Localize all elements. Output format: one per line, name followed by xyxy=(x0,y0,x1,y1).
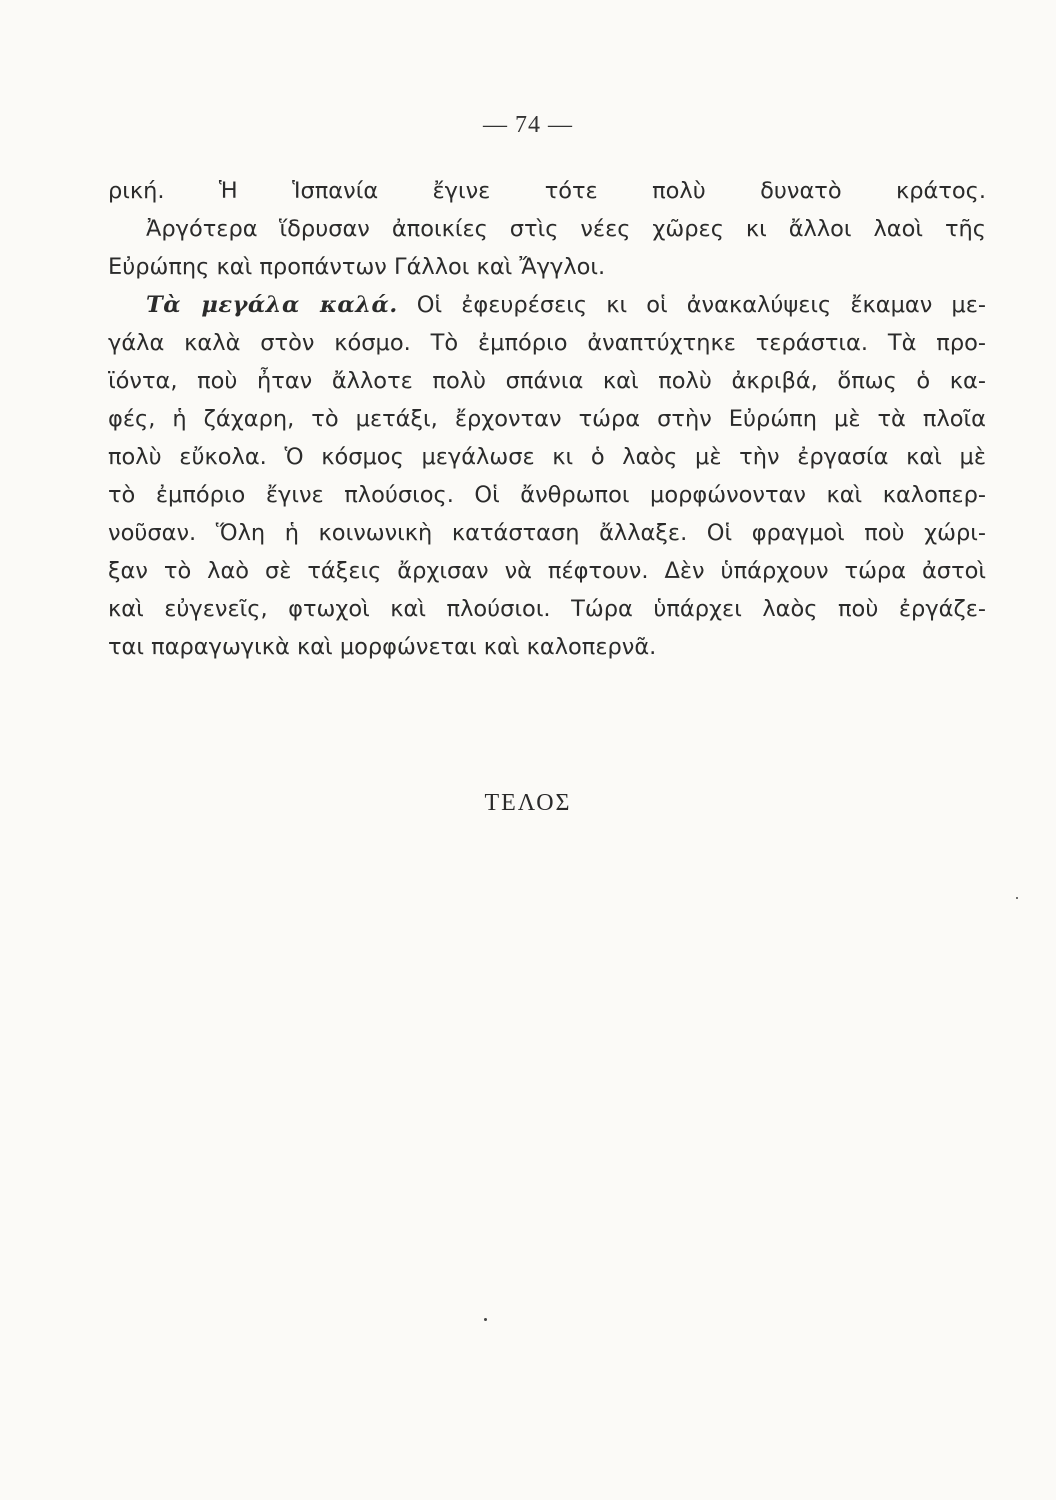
text-line-5: γάλα καλὰ στὸν κόσμο. Τὸ ἐμπόριο ἀναπτύχτηκε τεράστια. Τὰ προ- xyxy=(108,330,986,356)
text-line-8: πολὺ εὔκολα. Ὁ κόσμος μεγάλωσε κι ὁ λαὸς μὲ τὴν ἐργασία καὶ μὲ xyxy=(108,444,986,470)
text-line-4 xyxy=(108,286,986,324)
page-number: — 74 — xyxy=(483,112,573,138)
text-line-13: ται παραγωγικὰ καὶ μορφώνεται καὶ καλοπερνᾶ. xyxy=(108,634,657,660)
ink-speck xyxy=(484,1318,487,1321)
text-line-3: Εὐρώπης καὶ προπάντων Γάλλοι καὶ Ἄγγλοι. xyxy=(108,254,606,280)
text-line-12: καὶ εὐγενεῖς, φτωχοὶ καὶ πλούσιοι. Τώρα ὑπάρχει λαὸς ποὺ ἐργάζε- xyxy=(108,596,986,622)
text-line-7: φές, ἡ ζάχαρη, τὸ μετάξι, ἔρχονταν τώρα στὴν Εὐρώπη μὲ τὰ πλοῖα xyxy=(108,406,986,432)
text-line-11: ξαν τὸ λαὸ σὲ τάξεις ἄρχισαν νὰ πέφτουν. Δὲν ὑπάρχουν τώρα ἀστοὶ xyxy=(108,558,986,584)
ink-speck xyxy=(1016,897,1018,899)
text-line-1: ρική. Ἡ Ἱσπανία ἔγινε τότε πολὺ δυνατὸ κράτος. xyxy=(108,178,986,204)
text-line-9: τὸ ἐμπόριο ἔγινε πλούσιος. Οἱ ἄνθρωποι μορφώνονταν καὶ καλοπερ- xyxy=(108,482,986,508)
text-line-6: ϊόντα, ποὺ ἦταν ἄλλοτε πολὺ σπάνια καὶ πολὺ ἀκριβά, ὅπως ὁ κα- xyxy=(108,368,986,394)
section-heading: Τὰ μεγάλα καλά. xyxy=(146,292,398,318)
body-text xyxy=(108,172,986,666)
text-line-4-rest: ἐφευρέσεις κι οἱ ἀνακαλύψεις ἔκαμαν με- xyxy=(461,292,986,318)
end-title: ΤΕΛΟΣ xyxy=(484,790,572,816)
text-line-10: νοῦσαν. Ὅλη ἡ κοινωνικὴ κατάσταση ἄλλαξε. Οἱ φραγμοὶ ποὺ χώρι- xyxy=(108,520,986,546)
text-line-2: Ἀργότερα ἵδρυσαν ἀποικίες στὶς νέες χῶρες κι ἄλλοι λαοὶ τῆς xyxy=(146,216,986,242)
heading-tail: Οἱ xyxy=(416,292,443,318)
